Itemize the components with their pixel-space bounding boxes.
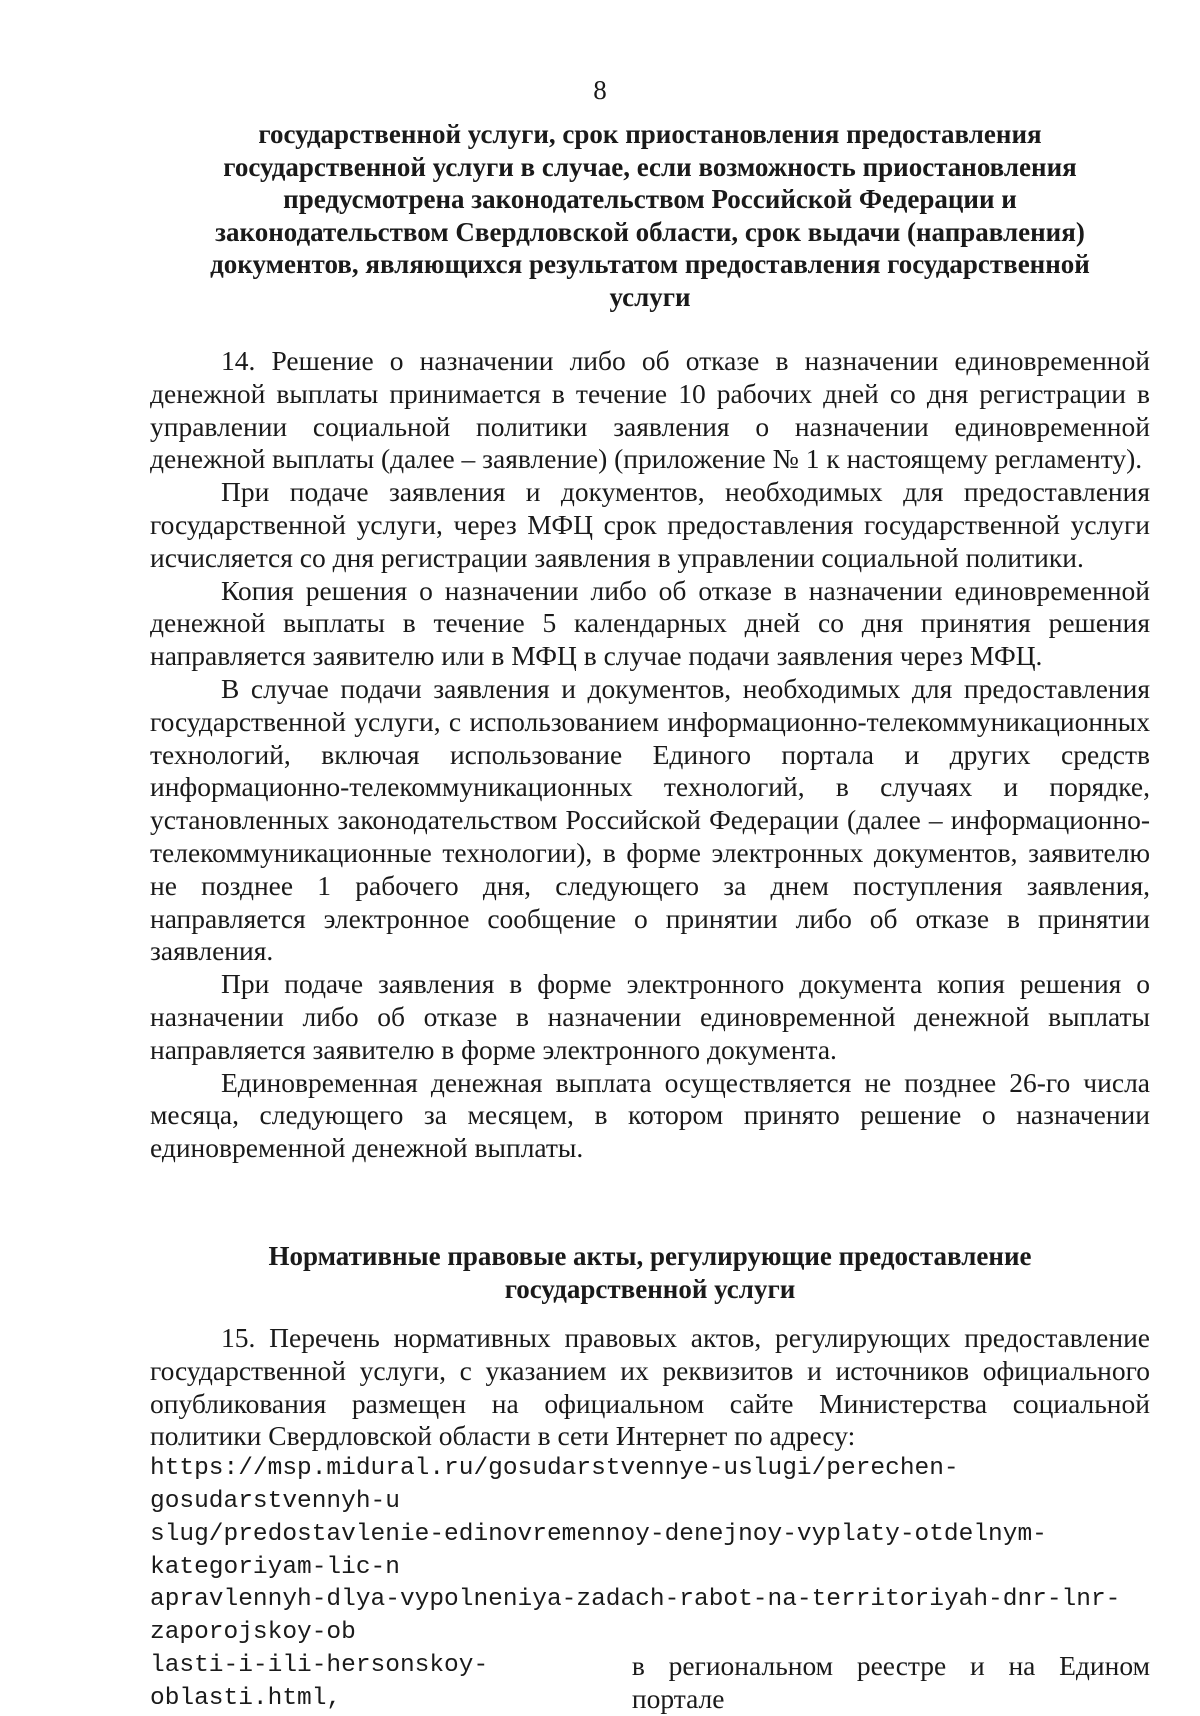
paragraph-decision-copy: Копия решения о назначении либо об отказе в назначении единовременной денежной выплаты в течение 5 календарных дней со дня принятия решения направляется заявителю или в МФЦ в случае подачи заявления через МФЦ.	[150, 574, 1150, 672]
heading-line: государственной услуги, срок приостановления предоставления	[258, 119, 1042, 149]
paragraph-mfc-deadline: При подаче заявления и документов, необходимых для предоставления государственной услуги, через МФЦ срок предоставления государственной услуги исчисляется со дня регистрации заявления в управлении социальной политики.	[150, 476, 1150, 573]
paragraph-electronic-submission: В случае подачи заявления и документов, необходимых для предоставления государственной услуги, с использованием информационно-телекоммуникационных технологий, включая использование Единого портала и других средств информационно-телекоммуникационных технологий, в случаях и порядке, установленных законодательством Российской Федерации (далее – информационно-телекоммуникационные технологии), в форме электронных документов, заявителю не позднее 1 рабочего дня, следующего за днем поступления заявления, направляется электронное сообщение о принятии либо об отказе в принятии заявления.	[150, 672, 1150, 967]
url-line: slug/predostavlenie-edinovremennoy-denejnoy-vyplaty-otdelnym-kategoriyam-lic-n	[150, 1520, 1047, 1581]
url-line: https://msp.midural.ru/gosudarstvennye-uslugi/perechen-gosudarstvennyh-u	[150, 1455, 959, 1515]
url-line: apravlennyh-dlya-vypolneniya-zadach-rabot-na-territoriyah-dnr-lnr-zaporojskoy-ob	[150, 1586, 1121, 1647]
heading-line: государственной услуги в случае, если возможность приостановления	[223, 151, 1077, 182]
heading-line: предусмотрена законодательством Российской Федерации и	[283, 184, 1017, 214]
section-heading-legal-acts	[150, 1240, 1150, 1305]
section-15-text	[150, 1322, 1150, 1716]
heading-line: государственной услуги	[504, 1273, 796, 1304]
paragraph-15-intro: 15. Перечень нормативных правовых актов, регулирующих предоставление государственной услуги, с указанием их реквизитов и источников официального опубликования размещен на официальном сайте Министерства социальной политики Свердловской области в сети Интернет по адресу:	[150, 1322, 1150, 1452]
section-14-text	[150, 345, 1150, 1165]
heading-line: законодательством Свердловской области, срок выдачи (направления)	[215, 216, 1085, 247]
paragraph-payment-date: Единовременная денежная выплата осуществляется не позднее 26-го числа месяца, следующего за месяцем, в котором принято решение о назначении единовременной денежной выплаты.	[150, 1066, 1150, 1164]
heading-line: Нормативные правовые акты, регулирующие предоставление	[268, 1241, 1032, 1271]
paragraph-electronic-copy: При подаче заявления в форме электронного документа копия решения о назначении либо об отказе в назначении единовременной денежной выплаты направляется заявителю в форме электронного документа.	[150, 968, 1150, 1065]
legal-acts-url[interactable]	[150, 1453, 1150, 1715]
page-number: 8	[593, 75, 607, 105]
url-line: lasti-i-ili-hersonskoy-oblasti.html,	[150, 1651, 489, 1712]
heading-line: документов, являющихся результатом предоставления государственной	[210, 249, 1090, 279]
section-heading-deadlines	[150, 118, 1150, 313]
paragraph-15-tail: в региональном реестре и на Едином портале	[631, 1649, 1150, 1714]
url-last-line	[150, 1650, 1150, 1716]
heading-line: услуги	[609, 281, 691, 312]
paragraph-14-decision: 14. Решение о назначении либо об отказе в назначении единовременной денежной выплаты принимается в течение 10 рабочих дней со дня регистрации в управлении социальной политики заявления о назначении единовременной денежной выплаты (далее – заявление) (приложение № 1 к настоящему регламенту).	[150, 345, 1150, 475]
